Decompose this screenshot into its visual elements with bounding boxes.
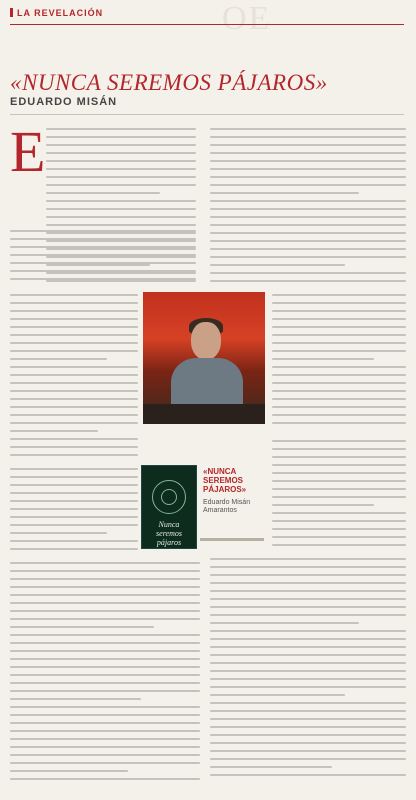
text-line (210, 280, 406, 282)
text-line (210, 240, 406, 242)
text-line (210, 224, 406, 226)
text-line (10, 406, 138, 408)
text-line (210, 710, 406, 712)
body-column-right-middle (272, 294, 406, 434)
text-line (272, 382, 406, 384)
text-line (10, 422, 138, 424)
text-line (10, 594, 200, 596)
text-line (10, 570, 200, 572)
text-line (272, 334, 406, 336)
text-line (272, 358, 374, 360)
text-line (10, 238, 196, 240)
section-label: LA REVELACIÓN (17, 8, 104, 18)
text-line (210, 646, 406, 648)
text-line (10, 500, 138, 502)
text-line (272, 488, 406, 490)
text-line (46, 184, 196, 186)
text-line (10, 658, 200, 660)
body-column-left-bottom (10, 562, 200, 788)
text-line (10, 754, 200, 756)
text-line (210, 766, 332, 768)
text-line (210, 208, 406, 210)
text-line (10, 524, 138, 526)
text-line (210, 598, 406, 600)
text-line (10, 278, 196, 280)
text-line (272, 310, 406, 312)
text-line (10, 602, 200, 604)
text-line (210, 128, 406, 130)
text-line (10, 390, 138, 392)
text-line (46, 136, 196, 138)
book-info-title: «NUNCA SEREMOS PÁJAROS» (203, 467, 247, 494)
text-line (272, 326, 406, 328)
background-watermark: OE (222, 0, 272, 37)
book-info-publisher: Amarantos (203, 507, 237, 514)
text-line (10, 468, 138, 470)
text-line (10, 626, 154, 628)
section-marker-icon (10, 8, 13, 17)
text-line (210, 574, 406, 576)
text-line (10, 532, 107, 534)
text-line (210, 686, 406, 688)
text-line (272, 294, 406, 296)
text-line (10, 666, 200, 668)
text-line (10, 270, 196, 272)
text-line (272, 366, 406, 368)
text-line (210, 136, 406, 138)
text-line (210, 582, 406, 584)
book-info (203, 467, 263, 514)
text-line (272, 398, 406, 400)
text-line (10, 586, 200, 588)
text-line (10, 382, 138, 384)
text-line (46, 160, 196, 162)
text-line (10, 334, 138, 336)
text-line (10, 310, 138, 312)
book-cover-title: Nunca seremos pájaros (156, 520, 182, 547)
text-line (46, 200, 196, 202)
text-line (210, 654, 406, 656)
text-line (210, 678, 406, 680)
text-line (272, 536, 406, 538)
text-line (10, 690, 200, 692)
text-line (10, 722, 200, 724)
text-line (210, 750, 406, 752)
text-line (46, 192, 160, 194)
text-line (10, 762, 200, 764)
text-line (10, 674, 200, 676)
text-line (210, 622, 359, 624)
text-line (272, 350, 406, 352)
text-line (46, 144, 196, 146)
text-line (10, 254, 196, 256)
text-line (210, 694, 345, 696)
text-line (10, 438, 138, 440)
text-line (210, 630, 406, 632)
text-line (210, 758, 406, 760)
text-line (10, 642, 200, 644)
text-line (210, 742, 406, 744)
title-rule (10, 114, 404, 115)
text-line (210, 638, 406, 640)
text-line (10, 342, 138, 344)
drop-cap: E (10, 119, 46, 184)
text-line (210, 152, 406, 154)
text-line (210, 176, 406, 178)
text-line (10, 492, 138, 494)
text-line (210, 216, 406, 218)
text-line (210, 264, 345, 266)
text-line (210, 160, 406, 162)
text-line (10, 548, 138, 550)
text-line (10, 778, 200, 780)
text-line (272, 406, 406, 408)
text-line (210, 144, 406, 146)
body-column-right (210, 128, 406, 290)
text-line (10, 326, 138, 328)
text-line (272, 342, 406, 344)
text-line (210, 774, 406, 776)
body-column-right-lower (272, 440, 406, 552)
text-line (210, 248, 406, 250)
body-column-left-lower (10, 230, 196, 290)
text-line (10, 508, 138, 510)
text-line (272, 496, 406, 498)
body-column-left-lower2 (10, 468, 138, 558)
text-line (10, 562, 200, 564)
article-byline: EDUARDO MISÁN (10, 96, 118, 108)
article-title: «NUNCA SEREMOS PÁJAROS» (10, 70, 328, 95)
text-line (272, 528, 406, 530)
text-line (10, 398, 138, 400)
text-line (46, 176, 196, 178)
text-line (10, 714, 200, 716)
text-line (210, 256, 406, 258)
text-line (210, 192, 359, 194)
text-line (10, 610, 200, 612)
text-line (210, 614, 406, 616)
text-line (10, 414, 138, 416)
text-line (210, 272, 406, 274)
text-line (210, 566, 406, 568)
text-line (272, 390, 406, 392)
text-line (10, 476, 138, 478)
text-line (210, 184, 406, 186)
text-line (10, 650, 200, 652)
author-photo (143, 292, 265, 424)
text-line (272, 448, 406, 450)
section-tag (10, 8, 103, 18)
text-line (10, 230, 196, 232)
text-line (10, 366, 138, 368)
text-line (10, 350, 138, 352)
text-line (10, 454, 138, 456)
text-line (10, 738, 200, 740)
top-rule (10, 24, 404, 25)
text-line (10, 318, 138, 320)
text-line (210, 590, 406, 592)
text-line (46, 168, 196, 170)
text-line (272, 318, 406, 320)
text-line (10, 578, 200, 580)
text-line (10, 430, 98, 432)
book-info-author: Eduardo Misán (203, 499, 251, 506)
text-line (10, 374, 138, 376)
photo-head (191, 322, 221, 360)
body-column-right-bottom (210, 558, 406, 788)
text-line (10, 770, 128, 772)
text-line (10, 302, 138, 304)
text-line (10, 484, 138, 486)
text-line (210, 702, 406, 704)
text-line (46, 224, 196, 226)
text-line (10, 446, 138, 448)
text-line (272, 464, 406, 466)
text-line (10, 540, 138, 542)
photo-table (143, 404, 265, 424)
text-line (10, 698, 141, 700)
text-line (46, 152, 196, 154)
book-info-rule (200, 538, 264, 541)
text-line (210, 168, 406, 170)
text-line (272, 504, 374, 506)
text-line (210, 718, 406, 720)
text-line (10, 730, 200, 732)
book-cover (141, 465, 197, 549)
text-line (10, 358, 107, 360)
text-line (10, 262, 196, 264)
text-line (10, 746, 200, 748)
text-line (272, 456, 406, 458)
text-line (10, 634, 200, 636)
text-line (10, 706, 200, 708)
text-line (272, 374, 406, 376)
text-line (272, 520, 406, 522)
text-line (272, 512, 406, 514)
text-line (210, 662, 406, 664)
text-line (46, 128, 196, 130)
text-line (46, 208, 196, 210)
text-line (210, 726, 406, 728)
text-line (10, 618, 200, 620)
text-line (210, 734, 406, 736)
text-line (46, 216, 196, 218)
text-line (272, 440, 406, 442)
text-line (272, 302, 406, 304)
body-column-left-middle (10, 294, 138, 464)
text-line (272, 422, 406, 424)
text-line (272, 480, 406, 482)
text-line (210, 606, 406, 608)
text-line (10, 516, 138, 518)
text-line (210, 670, 406, 672)
text-line (272, 472, 406, 474)
text-line (272, 414, 406, 416)
text-line (210, 232, 406, 234)
text-line (272, 544, 406, 546)
text-line (210, 558, 406, 560)
text-line (210, 200, 406, 202)
text-line (10, 682, 200, 684)
text-line (10, 246, 196, 248)
text-line (10, 294, 138, 296)
book-emblem-icon (152, 480, 186, 514)
